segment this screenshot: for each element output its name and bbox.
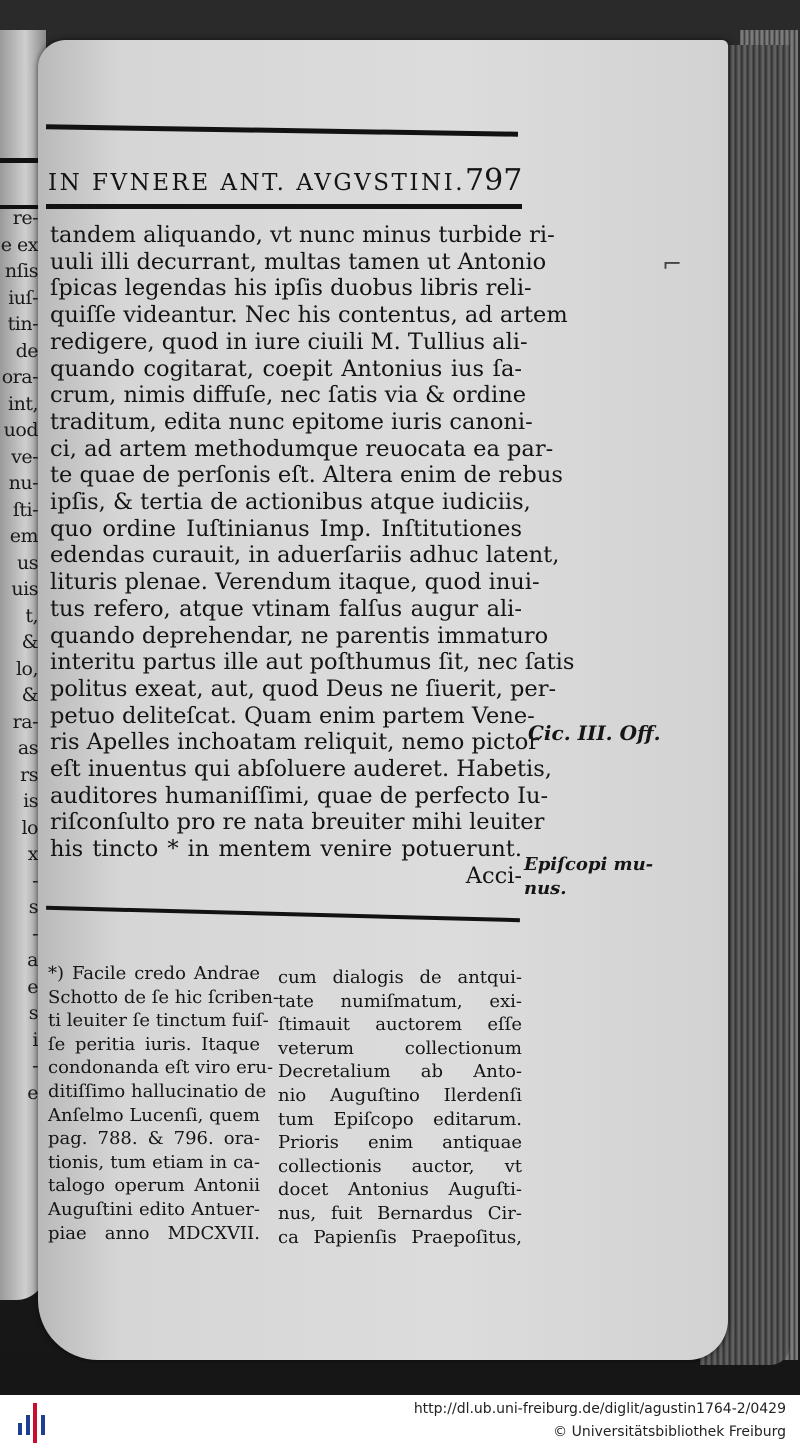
running-title: IN FVNERE ANT. AVGVSTINI. (48, 170, 466, 196)
text-line: piae anno MDCXVII. (48, 1222, 260, 1244)
text-line: quiſſe videantur. Nec his contentus, ad artem (50, 302, 568, 329)
left-fragment: nu- (8, 472, 38, 494)
left-fragment: ora- (1, 366, 38, 388)
text-line: quando cogitarat, coepit Antonius ius ſa- (50, 355, 522, 382)
left-fragment: s (28, 896, 38, 918)
text-line: his tincto * in mentem venire potuerunt. (50, 836, 522, 863)
left-fragment: t, (25, 604, 38, 627)
main-text (50, 222, 575, 890)
text-line: Anſelmo Lucenſi, quem (48, 1104, 260, 1126)
left-fragment: ſti- (12, 498, 38, 521)
text-line: condonanda eſt viro eru- (48, 1057, 274, 1079)
previous-page-text-fragments (0, 205, 38, 1106)
left-fragment: e (27, 1081, 38, 1104)
left-fragment: tin- (7, 313, 38, 335)
text-line: Decretalium ab Anto- (278, 1061, 522, 1083)
text-line: edendas curauit, in aduerſariis adhuc latent, (50, 542, 560, 569)
text-line: tus refero, atque vtinam falſus augur ali- (50, 595, 522, 622)
source-url-link[interactable]: http://dl.ub.uni-freiburg.de/diglit/agustin1764-2/0429 (413, 1401, 786, 1417)
left-fragment: em (9, 525, 38, 547)
text-line: quo ordine Iuſtinianus Imp. Inſtitutiones (50, 515, 522, 542)
text-line: interitu partus ille aut poſthumus ſit, nec ſatis (50, 649, 575, 676)
logo-bar-1 (18, 1423, 22, 1435)
left-fragment: e ex (0, 233, 38, 256)
left-fragment: int, (8, 392, 38, 415)
text-line: ſtimauit auctorem eſſe (278, 1014, 522, 1036)
text-line: Prioris enim antiquae (278, 1132, 522, 1154)
header-rule-bottom (46, 204, 522, 209)
footer-bar (0, 1395, 800, 1451)
text-line: ci, ad artem methodumque reuocata ea par- (50, 435, 554, 462)
text-line: auditores humaniſſimi, quae de perfecto Iu- (50, 782, 549, 809)
text-line: Auguſtini edito Antuer- (48, 1198, 260, 1220)
footnote-column-2 (278, 966, 522, 1249)
text-line: talogo operum Antonii (48, 1175, 260, 1197)
left-fragment: x (27, 843, 38, 865)
left-fragment: & (21, 631, 38, 653)
left-fragment: - (32, 922, 38, 945)
text-line: collectionis auctor, vt (278, 1155, 522, 1177)
margin-note-cicero: Cic. III. Off. (528, 721, 661, 745)
text-line: cum dialogis de antqui- (278, 967, 522, 988)
text-line: tate numiſmatum, exi- (278, 990, 522, 1012)
left-fragment: re- (12, 207, 38, 229)
left-fragment: rs (20, 763, 38, 786)
text-line: ipſis, & tertia de actionibus atque iudiciis, (50, 489, 531, 516)
library-logo-icon (18, 1403, 52, 1443)
left-fragment: ra- (12, 710, 38, 733)
text-line: tionis, tum etiam in ca- (48, 1151, 260, 1173)
footnote-column-1 (48, 962, 279, 1245)
left-fragment: nſis (4, 260, 38, 282)
text-line: traditum, edita nunc epitome iuris canoni- (50, 408, 533, 435)
left-fragment: uod (3, 419, 38, 441)
left-fragment: i (32, 1028, 38, 1051)
text-line: petuo deliteſcat. Quam enim partem Vene- (50, 702, 535, 729)
text-line: Acci- (465, 862, 522, 889)
text-line: docet Antonius Auguſti- (278, 1179, 522, 1201)
text-line: uuli illi decurrant, multas tamen ut Antonio (50, 248, 547, 275)
text-line: ca Papienſis Praepoſitus, (278, 1226, 522, 1248)
text-line: tandem aliquando, vt nunc minus turbide ri- (50, 222, 555, 248)
left-fragment: is (23, 790, 38, 812)
text-line: politus exeat, aut, quod Deus ne ſiuerit, per- (50, 675, 557, 702)
text-line: pag. 788. & 796. ora- (48, 1128, 260, 1150)
margin-note-episcopi-line2: nus. (524, 878, 567, 899)
left-fragment: e (27, 975, 38, 998)
left-fragment: - (32, 1055, 38, 1077)
margin-note-episcopi-line1: Epiſcopi mu- (524, 854, 654, 875)
text-line: veterum collectionum (278, 1037, 522, 1059)
text-line: redigere, quod in iure ciuili M. Tullius ali- (50, 328, 528, 355)
left-fragment: & (21, 684, 38, 706)
margin-mark: ⌐ (662, 250, 683, 278)
text-line: ſe peritia iuris. Itaque (48, 1033, 260, 1055)
left-fragment: - (32, 869, 38, 892)
text-line: *) Facile credo Andrae (48, 963, 260, 984)
logo-bar-4 (41, 1415, 45, 1435)
left-fragment: uis (11, 578, 38, 600)
running-header (48, 163, 523, 198)
text-line: Schotto de ſe hic ſcriben- (48, 986, 279, 1008)
left-fragment: s (28, 1002, 38, 1024)
text-line: nus, fuit Bernardus Cir- (278, 1202, 522, 1224)
text-line: nio Auguſtino Ilerdenſi (278, 1084, 522, 1106)
text-line: ris Apelles inchoatam reliquit, nemo pictor (50, 729, 539, 756)
logo-bar-2 (26, 1415, 30, 1435)
copyright-notice: © Universitätsbibliothek Freiburg (553, 1424, 786, 1440)
logo-bar-3 (33, 1403, 37, 1443)
left-fragment: ve- (11, 445, 38, 468)
left-fragment: iuſ- (8, 286, 38, 309)
text-line: riſconſulto pro re nata breuiter mihi leuiter (50, 809, 545, 836)
left-fragment: de (15, 339, 38, 362)
text-line: crum, nimis diffuſe, nec ſatis via & ordine (50, 382, 527, 409)
text-line: ſpicas legendas his ipſis duobus libris reli- (50, 275, 532, 302)
text-line: ti leuiter ſe tinctum fuiſ- (48, 1010, 269, 1032)
text-line: quando deprehendar, ne parentis immaturo (50, 622, 549, 649)
left-fragment: lo, (15, 657, 38, 680)
text-line: eſt inuentus qui abſoluere auderet. Habetis, (50, 756, 552, 783)
left-fragment: as (17, 737, 38, 759)
text-line: ditiſſimo hallucinatio de (48, 1080, 267, 1102)
left-fragment: lo (21, 816, 38, 839)
left-fragment: a (27, 949, 38, 971)
left-fragment: us (17, 551, 38, 574)
page-number: 797 (465, 163, 523, 198)
text-line: te quae de perſonis eſt. Altera enim de rebus (50, 462, 563, 489)
text-line: tum Epiſcopo editarum. (278, 1108, 522, 1130)
text-line: lituris plenae. Verendum itaque, quod inui- (50, 569, 540, 596)
